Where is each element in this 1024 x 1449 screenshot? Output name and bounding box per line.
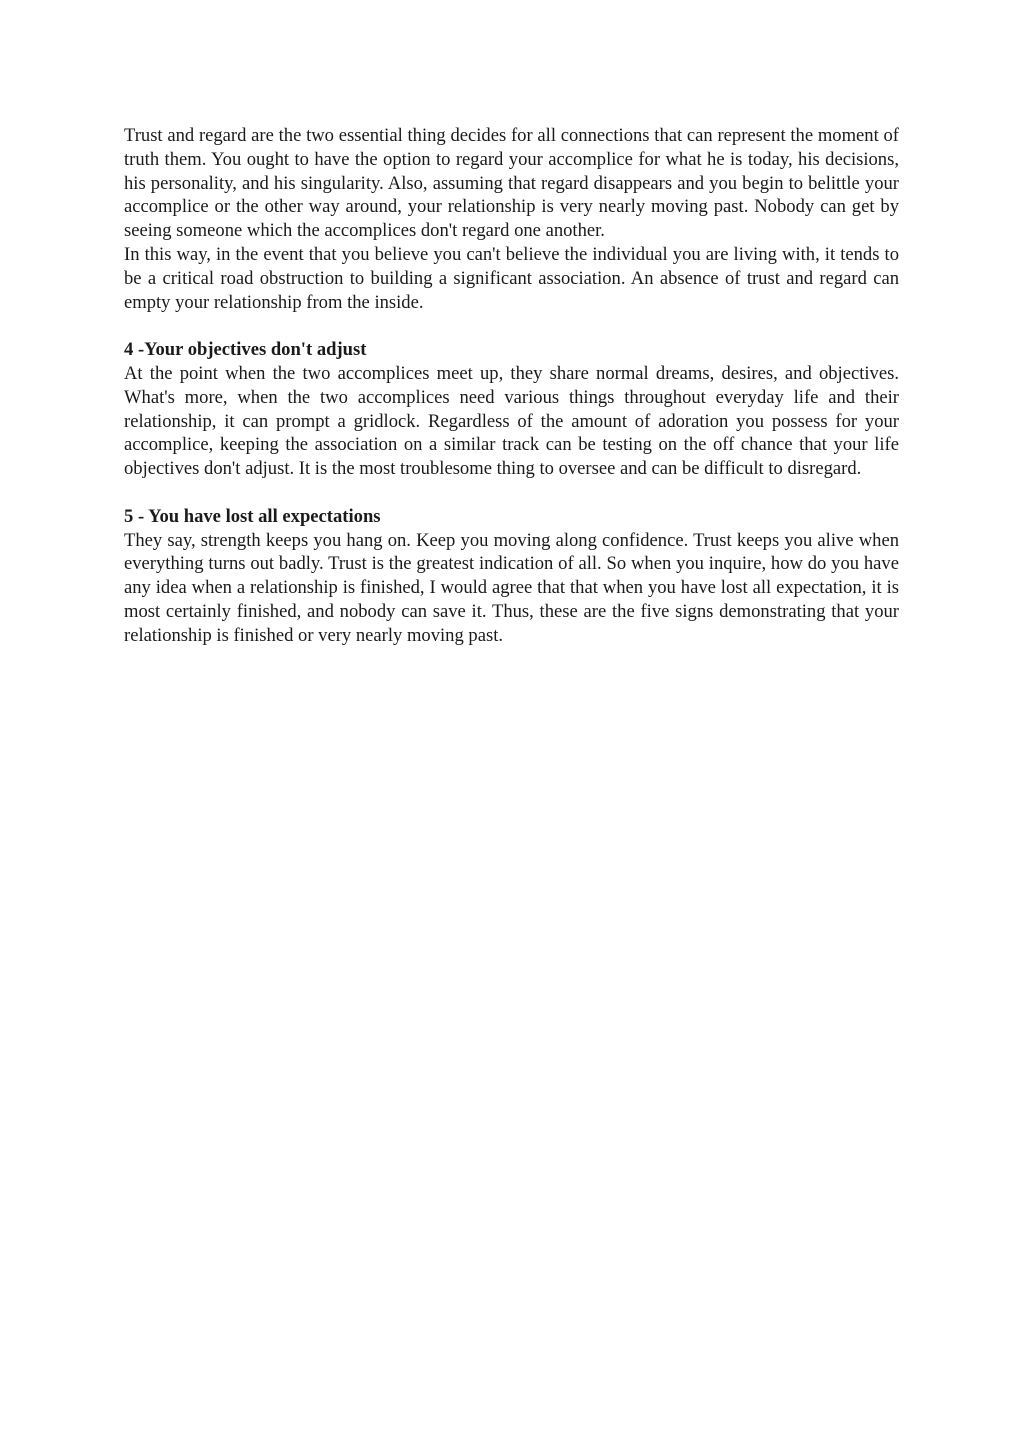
intro-paragraph-trust-regard: Trust and regard are the two essential thing decides for all connections that can represent the moment of truth them. You ought to have the option to regard your accomplice for what he is today, his decisions, his personality, and his singularity. Also, assuming that regard disappears and you begin to belittle your accomplice or the other way around, your relationship is very nearly moving past. Nobody can get by seeing someone which the accomplices don't regard one another.: [124, 125, 899, 242]
section-heading-expectations: 5 - You have lost all expectations: [124, 505, 381, 527]
section-expectations: [124, 505, 899, 648]
section-body-expectations: They say, strength keeps you hang on. Keep you moving along confidence. Trust keeps you alive when everything turns out badly. Trust is the greatest indication of all. So when you inquire, how do you have any idea when a relationship is finished, I would agree that that when you have lost all expectation, it is most certainly finished, and nobody can save it. Thus, these are the five signs demonstrating that your relationship is finished or very nearly moving past.: [124, 529, 899, 646]
section-heading-objectives: 4 -Your objectives don't adjust: [124, 339, 367, 361]
section-body-objectives: At the point when the two accomplices meet up, they share normal dreams, desires, and objectives. What's more, when the two accomplices need various things throughout everyday life and their relationship, it can prompt a gridlock. Regardless of the amount of adoration you possess for your accomplice, keeping the association on a similar track can be testing on the off chance that your life objectives don't adjust. It is the most troublesome thing to oversee and can be difficult to disregard.: [124, 362, 899, 480]
intro-paragraph-absence-of-trust: In this way, in the event that you believe you can't believe the individual you are living with, it tends to be a critical road obstruction to building a significant association. An absence of trust and regard can empty your relationship from the inside.: [124, 243, 899, 313]
section-objectives: [124, 338, 899, 481]
document-page: [124, 124, 899, 648]
